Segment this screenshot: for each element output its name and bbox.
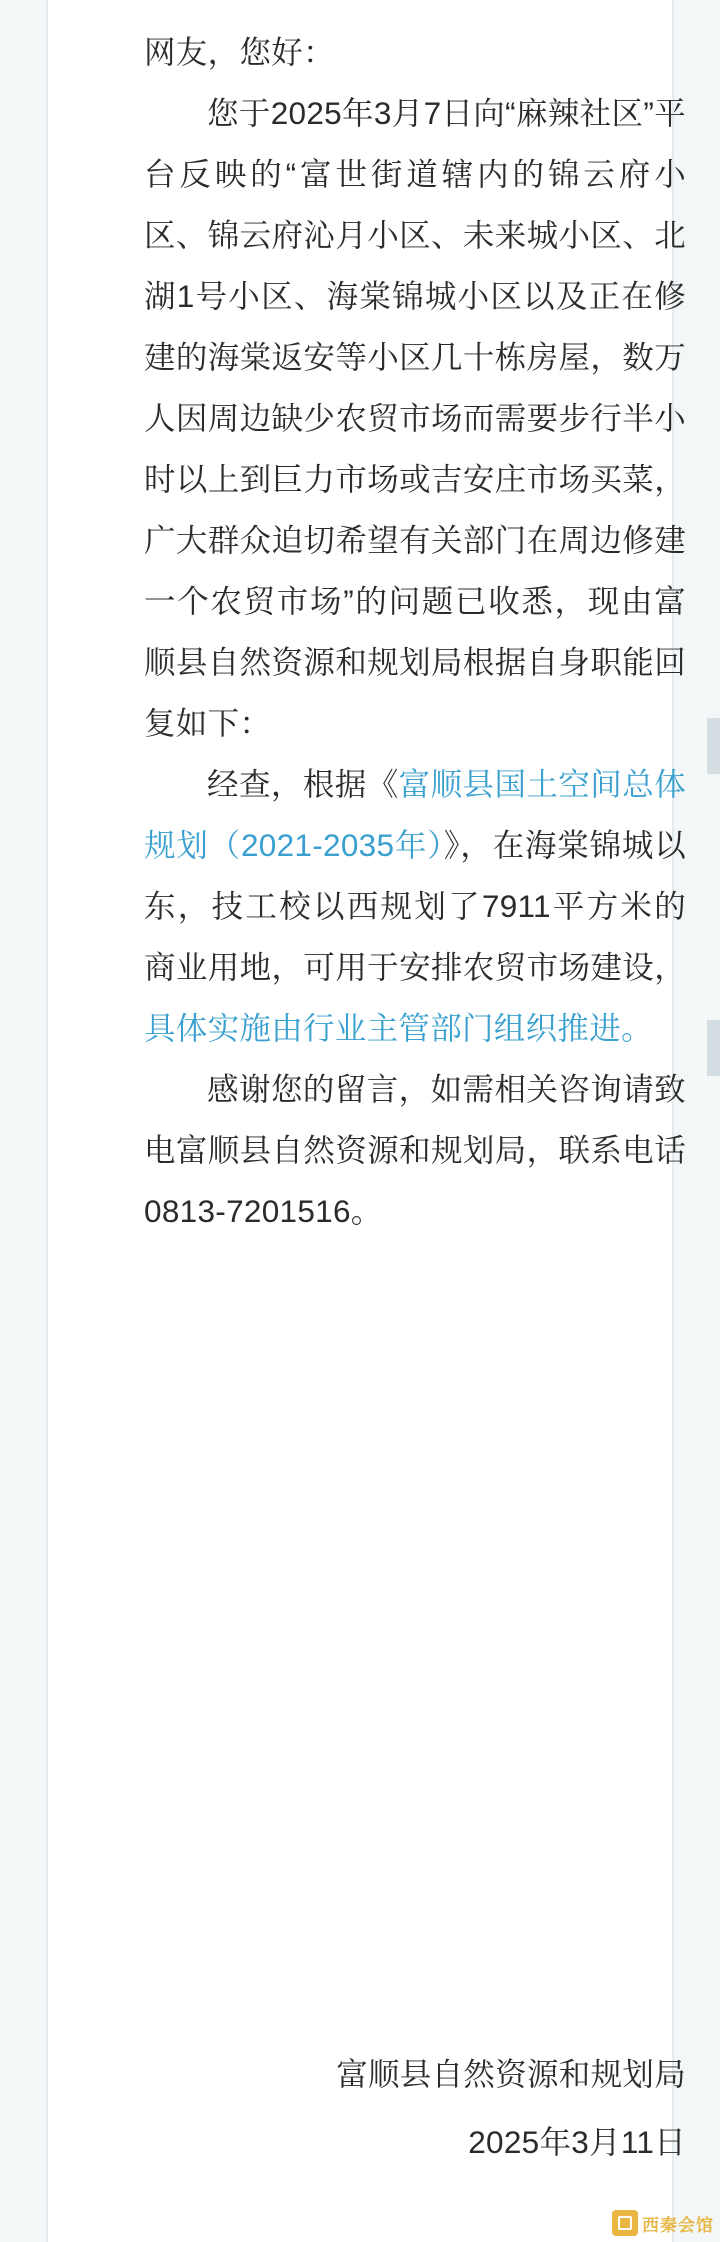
document-body bbox=[144, 0, 686, 1242]
paragraph-closing bbox=[144, 1059, 686, 1242]
paragraph-closing-text: 感谢您的留言，如需相关咨询请致电富顺县自然资源和规划局，联系电话 0813-7201516。 bbox=[144, 1071, 686, 1229]
signature-block bbox=[144, 2040, 686, 2176]
paragraph-investigation-middle: 》，在海棠锦城以东，技工校以西规划了7911平方米的商业用地，可用于安排农贸市场建设， bbox=[144, 827, 687, 985]
plan-document-link[interactable]: 富顺县国土空间总体规划（2021-2035年） bbox=[144, 766, 686, 863]
salutation: 网友，您好： bbox=[144, 34, 335, 70]
scrollbar-thumb-upper[interactable] bbox=[707, 718, 720, 774]
scrollbar-thumb-lower[interactable] bbox=[707, 1020, 720, 1076]
paragraph-investigation-prefix: 经查，根据《 bbox=[207, 766, 399, 802]
signature-date: 2025年3月11日 bbox=[468, 2124, 686, 2160]
watermark-label: 西秦会馆 bbox=[642, 2215, 714, 2235]
watermark bbox=[612, 2210, 714, 2236]
signature-organization: 富顺县自然资源和规划局 bbox=[336, 2056, 686, 2092]
paragraph-investigation bbox=[144, 754, 686, 1059]
paragraph-complaint-summary bbox=[144, 83, 686, 754]
paragraph-investigation-highlight: 具体实施由行业主管部门组织推进。 bbox=[144, 1010, 653, 1046]
watermark-logo-icon bbox=[612, 2210, 638, 2236]
paragraph-complaint-summary-text: 您于2025年3月7日向“麻辣社区”平台反映的“富世街道辖内的锦云府小区、锦云府沁月小区、未来城小区、北湖1号小区、海棠锦城小区以及正在修建的海棠返安等小区几十栋房屋，数万人因周边缺少农贸市场而需要步行半小时以上到巨力市场或吉安庄市场买菜，广大群众迫切希望有关部门在周边修建一个农贸市场”的问题已收悉，现由富顺县自然资源和规划局根据自身职能回复如下： bbox=[144, 95, 686, 741]
